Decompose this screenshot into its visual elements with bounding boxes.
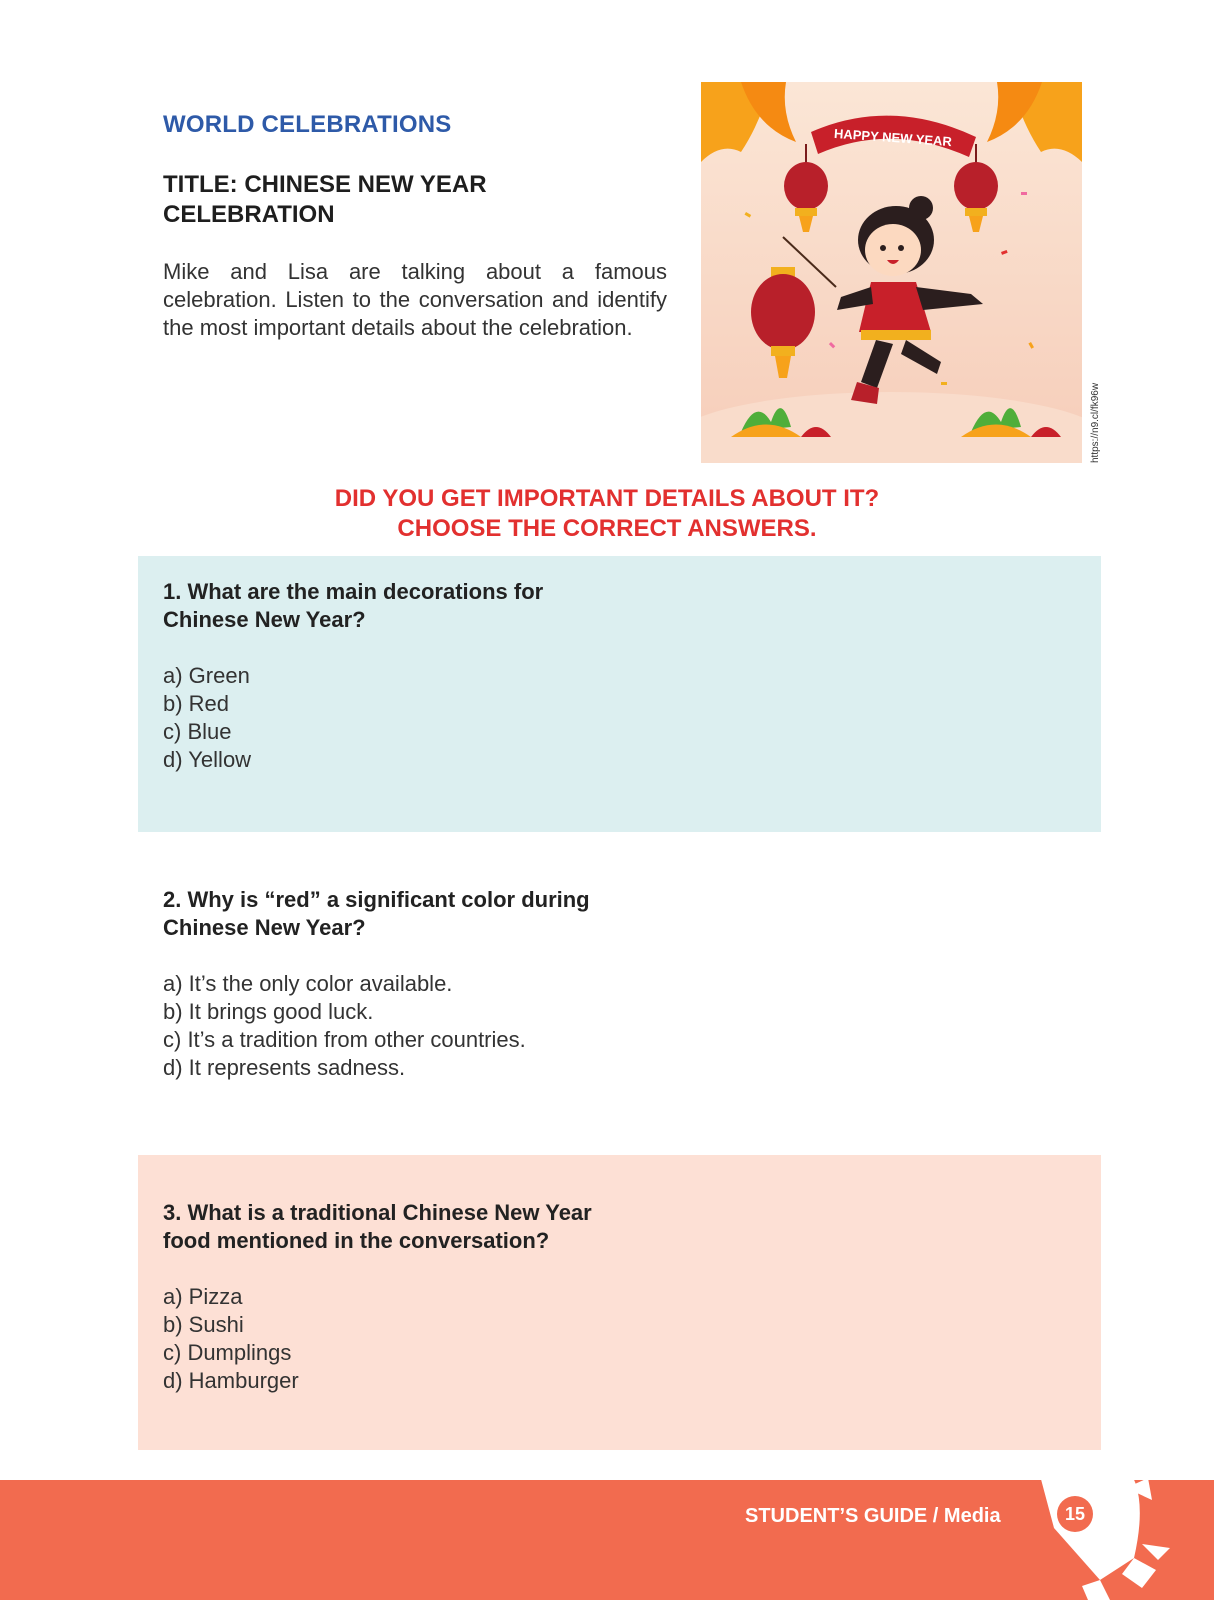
chinese-new-year-illustration: [701, 82, 1082, 463]
option[interactable]: b) Red: [163, 691, 230, 716]
question-text: 2. Why is “red” a significant color during Chinese New Year?: [163, 887, 590, 940]
question-box-1: [138, 556, 1101, 832]
image-credit: https://n9.cl/fk96w: [1090, 382, 1101, 463]
question-text: 3. What is a traditional Chinese New Year food mentioned in the conversation?: [163, 1200, 592, 1253]
option[interactable]: a) Green: [163, 663, 250, 688]
question-box-3: [138, 1155, 1101, 1450]
option[interactable]: a) Pizza: [163, 1284, 243, 1309]
option[interactable]: c) It’s a tradition from other countries.: [163, 1027, 526, 1052]
instruction-line-1: DID YOU GET IMPORTANT DETAILS ABOUT IT?: [334, 485, 880, 512]
option-list: [163, 970, 526, 1082]
option[interactable]: d) Yellow: [163, 747, 252, 772]
option[interactable]: b) Sushi: [163, 1312, 244, 1337]
option[interactable]: c) Dumplings: [163, 1340, 292, 1365]
option[interactable]: c) Blue: [163, 719, 232, 744]
option[interactable]: a) It’s the only color available.: [163, 971, 453, 996]
banner-text: HAPPY NEW YEAR: [833, 125, 953, 150]
footer-guide-label: STUDENT’S GUIDE / Media: [745, 1505, 1001, 1527]
option-list: [163, 662, 251, 774]
intro-paragraph: Mike and Lisa are talking about a famous celebration. Listen to the conversation and identify the most important details about the celebration.: [163, 259, 667, 340]
section-label: WORLD CELEBRATIONS: [163, 111, 452, 138]
option-list: [163, 1283, 299, 1395]
option[interactable]: d) Hamburger: [163, 1368, 299, 1393]
rocket-icon: [1030, 1448, 1190, 1600]
page-title: TITLE: CHINESE NEW YEAR CELEBRATION: [163, 171, 487, 228]
instruction-line-2: CHOOSE THE CORRECT ANSWERS.: [397, 515, 817, 542]
option[interactable]: d) It represents sadness.: [163, 1055, 406, 1080]
page-footer: [0, 1480, 1214, 1600]
page-number: 15: [1057, 1496, 1093, 1532]
question-box-2: [138, 864, 1101, 1124]
option[interactable]: b) It brings good luck.: [163, 999, 374, 1024]
question-text: 1. What are the main decorations for Chinese New Year?: [163, 579, 544, 632]
